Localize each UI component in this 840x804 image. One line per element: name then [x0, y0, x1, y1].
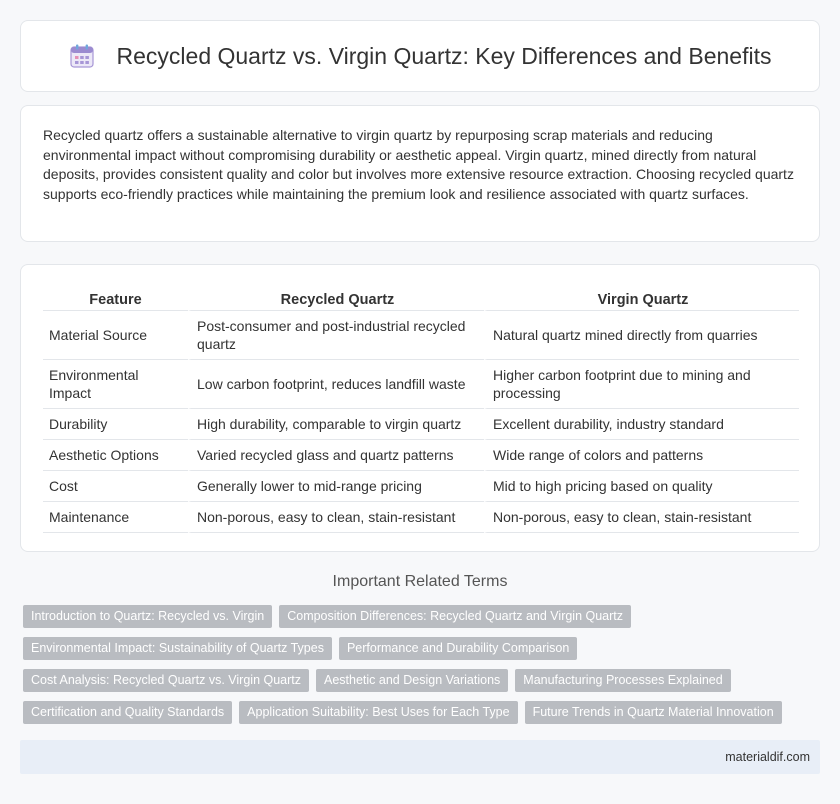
- cell-virgin: Wide range of colors and patterns: [484, 440, 799, 471]
- cell-recycled: Varied recycled glass and quartz patterns: [188, 440, 484, 471]
- related-terms-list: [23, 605, 823, 733]
- table-row: [43, 471, 799, 502]
- cell-recycled: Non-porous, easy to clean, stain-resistant: [188, 502, 484, 533]
- cell-feature: Material Source: [43, 311, 188, 360]
- related-term-tag[interactable]: Future Trends in Quartz Material Innovation: [525, 701, 782, 724]
- cell-virgin: Excellent durability, industry standard: [484, 409, 799, 440]
- footer: [20, 740, 820, 774]
- related-term-tag[interactable]: Introduction to Quartz: Recycled vs. Virgin: [23, 605, 272, 628]
- comparison-table: [43, 285, 799, 533]
- tag-row: [23, 637, 823, 660]
- calendar-icon: [69, 43, 95, 69]
- related-term-tag[interactable]: Cost Analysis: Recycled Quartz vs. Virgin Quartz: [23, 669, 309, 692]
- page-title: Recycled Quartz vs. Virgin Quartz: Key Differences and Benefits: [116, 42, 772, 69]
- related-term-tag[interactable]: Application Suitability: Best Uses for Each Type: [239, 701, 517, 724]
- table-row: [43, 409, 799, 440]
- table-header-row: [43, 285, 799, 311]
- header-virgin: Virgin Quartz: [484, 285, 799, 311]
- related-term-tag[interactable]: Aesthetic and Design Variations: [316, 669, 508, 692]
- related-term-tag[interactable]: Performance and Durability Comparison: [339, 637, 577, 660]
- related-term-tag[interactable]: Certification and Quality Standards: [23, 701, 232, 724]
- related-terms-heading: Important Related Terms: [332, 573, 508, 590]
- cell-feature: Durability: [43, 409, 188, 440]
- related-term-tag[interactable]: Environmental Impact: Sustainability of Quartz Types: [23, 637, 332, 660]
- cell-feature: Aesthetic Options: [43, 440, 188, 471]
- cell-recycled: Generally lower to mid-range pricing: [188, 471, 484, 502]
- intro-card: [20, 105, 820, 242]
- tag-row: [23, 669, 823, 692]
- tag-row: [23, 605, 823, 628]
- cell-virgin: Natural quartz mined directly from quarries: [484, 311, 799, 360]
- table-row: [43, 440, 799, 471]
- cell-recycled: Low carbon footprint, reduces landfill waste: [188, 360, 484, 409]
- table-row: [43, 502, 799, 533]
- header-recycled: Recycled Quartz: [188, 285, 484, 311]
- header-feature: Feature: [43, 285, 188, 311]
- table-row: [43, 360, 799, 409]
- cell-recycled: High durability, comparable to virgin quartz: [188, 409, 484, 440]
- related-term-tag[interactable]: Manufacturing Processes Explained: [515, 669, 730, 692]
- cell-virgin: Non-porous, easy to clean, stain-resistant: [484, 502, 799, 533]
- cell-feature: Environmental Impact: [43, 360, 188, 409]
- cell-virgin: Higher carbon footprint due to mining and processing: [484, 360, 799, 409]
- related-term-tag[interactable]: Composition Differences: Recycled Quartz and Virgin Quartz: [279, 605, 631, 628]
- cell-feature: Cost: [43, 471, 188, 502]
- intro-paragraph: Recycled quartz offers a sustainable alternative to virgin quartz by repurposing scrap materials and reducing environmental impact without compromising durability or aesthetic appeal. Virgin quartz, mined directly from natural deposits, provides consistent quality and color but involves more extensive resource extraction. Choosing recycled quartz supports eco-friendly practices while maintaining the premium look and resilience associated with quartz surfaces.: [43, 127, 794, 202]
- cell-feature: Maintenance: [43, 502, 188, 533]
- title-card: [20, 20, 820, 92]
- footer-site-link[interactable]: materialdif.com: [725, 750, 810, 764]
- comparison-card: [20, 264, 820, 552]
- tag-row: [23, 701, 823, 724]
- cell-virgin: Mid to high pricing based on quality: [484, 471, 799, 502]
- cell-recycled: Post-consumer and post-industrial recycled quartz: [188, 311, 484, 360]
- table-row: [43, 311, 799, 360]
